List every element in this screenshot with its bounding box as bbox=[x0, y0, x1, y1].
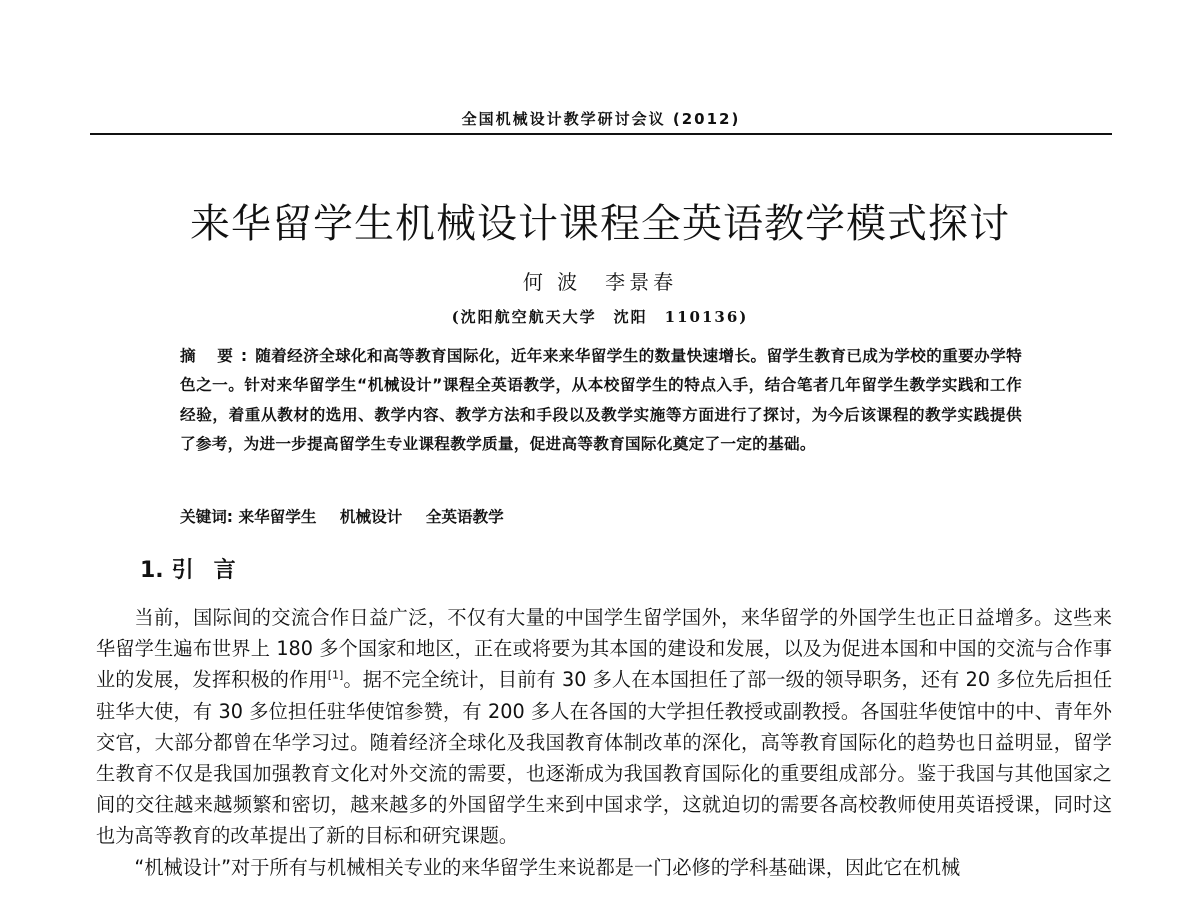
paragraph: “机械设计”对于所有与机械相关专业的来华留学生来说都是一门必修的学科基础课，因此它在机械 bbox=[134, 855, 961, 879]
abstract-label: 摘 要: bbox=[180, 347, 256, 365]
author-1: 何 波 bbox=[522, 270, 582, 294]
abstract bbox=[180, 342, 1022, 460]
keyword-item: 机械设计 bbox=[339, 508, 403, 526]
paragraph bbox=[96, 602, 1112, 852]
keywords-label: 关键词: bbox=[180, 508, 234, 526]
header-rule bbox=[90, 133, 1112, 135]
author-2: 李景春 bbox=[605, 270, 678, 294]
section-number: 1. bbox=[140, 558, 164, 583]
affiliation: (沈阳航空航天大学 沈阳 110136) bbox=[451, 308, 749, 326]
section-heading bbox=[140, 553, 256, 584]
keyword-item: 全英语教学 bbox=[425, 508, 504, 526]
citation-ref: [1] bbox=[327, 669, 344, 683]
keyword-item: 来华留学生 bbox=[238, 508, 317, 526]
keywords bbox=[180, 505, 522, 527]
body-text bbox=[96, 602, 1112, 883]
abstract-text: 随着经济全球化和高等教育国际化，近年来来华留学生的数量快速增长。留学生教育已成为学校的重要办学特色之一。针对来华留学生“机械设计”课程全英语教学，从本校留学生的特点入手，结合笔者几年留学生教学实践和工作经验，着重从教材的选用、教学内容、教学方法和手段以及教学实施等方面进行了探讨，为今后该课程的教学实践提供了参考，为进一步提高留学生专业课程教学质量，促进高等教育国际化奠定了一定的基础。 bbox=[180, 347, 1022, 454]
section-title: 引言 bbox=[171, 558, 256, 583]
paragraph-text: 。据不完全统计，目前有 30 多人在本国担任了部一级的领导职务，还有 20 多位先后担任驻华大使，有 30 多位担任驻华使馆参赞，有 200 多人在各国的大学担任教授或副教授。各国驻华使馆中的中、青年外交官，大部分都曾在华学习过。随着经济全球化及我国教育体制改革的深化，高等教育国际化的趋势也日益明显，留学生教育不仅是我国加强教育文化对外交流的需要，也逐渐成为我国教育国际化的重要组成部分。鉴于我国与其他国家之间的交往越来越频繁和密切，越来越多的外国留学生来到中国求学，这就迫切的需要各高校教师使用英语授课，同时这也为高等教育的改革提出了新的目标和研究课题。 bbox=[96, 668, 1113, 848]
paragraph-text: 当前，国际间的交流合作日益广泛，不仅有大量的中国学生留学国外，来华留学的外国学生也正日益增多。这些来华留学生遍布世界上 180 多个国家和地区，正在或将要为其本国的建设和发展，以及为促进本国和中国的交流与合作事业的发展，发挥积极的作用 bbox=[96, 606, 1112, 692]
paper-title: 来华留学生机械设计课程全英语教学模式探讨 bbox=[190, 201, 1010, 247]
running-header: 全国机械设计教学研讨会议 (2012) bbox=[461, 110, 741, 128]
authors bbox=[0, 266, 1200, 295]
